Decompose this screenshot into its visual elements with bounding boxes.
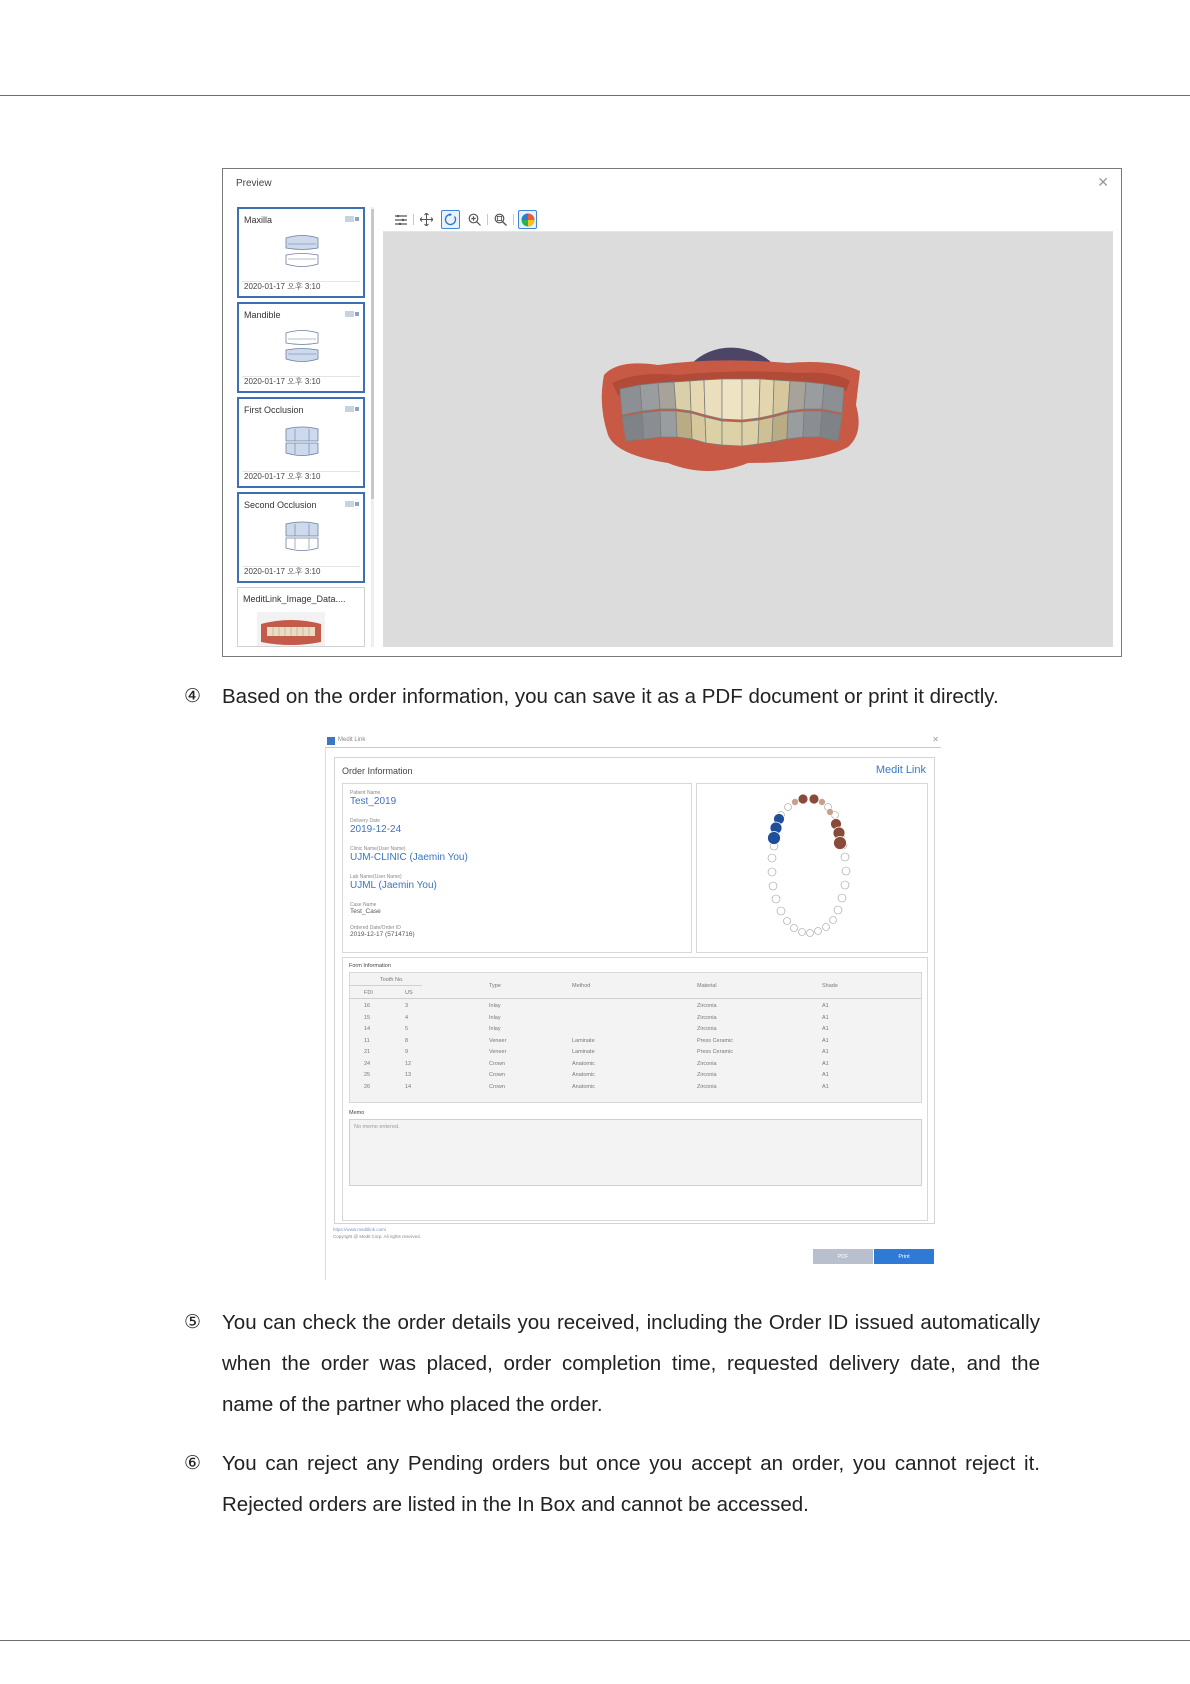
table-row	[350, 1061, 921, 1073]
thumbnail-name: Second Occlusion	[244, 500, 317, 510]
thumbnail-name: MeditLink_Image_Data....	[243, 594, 346, 604]
step-number: ⑤	[184, 1311, 202, 1333]
jaw-model-icon	[283, 235, 321, 269]
thumbnail-name: First Occlusion	[244, 405, 304, 415]
jaw-model-icon	[283, 520, 321, 554]
zoom-fit-icon[interactable]	[491, 210, 510, 229]
divider	[350, 985, 422, 986]
scan-flag-icon	[345, 310, 359, 318]
step-text-line: You can reject any Pending orders but once you accept an order, you cannot reject it.	[222, 1452, 1040, 1475]
cell: 26	[364, 1083, 371, 1090]
cell: 15	[364, 1014, 371, 1021]
thumbnail-date: 2020-01-17 오후 3:10	[244, 282, 321, 291]
brand-logo: Medit Link	[875, 764, 926, 776]
cell: Laminate	[572, 1037, 595, 1044]
window-titlebar	[325, 735, 941, 748]
column-header: US	[405, 990, 413, 996]
cell: Zirconia	[697, 1026, 717, 1032]
app-logo-icon	[327, 737, 335, 745]
color-map-icon[interactable]	[518, 210, 537, 229]
delivery-date: 2019-12-24	[350, 824, 402, 835]
cell: 21	[364, 1049, 371, 1055]
footer-rule	[0, 1640, 1190, 1641]
table-row	[350, 1026, 921, 1038]
cell: A1	[822, 1083, 829, 1090]
thumbnail-name: Maxilla	[244, 215, 273, 225]
scan-flag-icon	[345, 500, 359, 508]
cell: 8	[405, 1037, 409, 1044]
cell: A1	[822, 1037, 829, 1044]
memo-label: Memo	[349, 1110, 365, 1116]
cell: Laminate	[572, 1049, 595, 1055]
tooth-chart	[696, 783, 928, 953]
cell: Crown	[489, 1060, 505, 1067]
thumbnail-date: 2020-01-17 오후 3:10	[244, 377, 321, 386]
cell: 24	[364, 1060, 371, 1067]
section-label: Form Information	[349, 963, 391, 969]
cell: 25	[364, 1072, 371, 1078]
cell: Zirconia	[697, 1003, 717, 1009]
preview-title: Preview	[236, 178, 272, 189]
thumbnail-date: 2020-01-17 오후 3:10	[244, 567, 321, 576]
print-button[interactable]: Print	[874, 1249, 934, 1264]
cell: A1	[822, 1003, 829, 1009]
rotate-icon[interactable]	[441, 210, 460, 229]
column-header: Shade	[822, 983, 838, 989]
cell: A1	[822, 1049, 829, 1055]
thumbnail-list	[237, 207, 367, 647]
form-table	[349, 972, 922, 1103]
patient-name: Test_2019	[350, 796, 397, 807]
cell: Veneer	[489, 1037, 507, 1044]
thumbnail-maxilla[interactable]	[237, 207, 365, 298]
cell: Anatomic	[572, 1083, 595, 1090]
cell: Veneer	[489, 1049, 507, 1055]
preview-window	[222, 168, 1122, 657]
step-text-line: You can check the order details you received, including the Order ID issued automatically	[222, 1311, 1040, 1334]
clinic-name: UJM-CLINIC (Jaemin You)	[350, 852, 468, 863]
list-icon[interactable]	[391, 210, 410, 229]
order-id: 2019-12-17 (5714716)	[350, 931, 415, 938]
move-icon[interactable]	[417, 210, 436, 229]
pdf-button[interactable]: PDF	[813, 1249, 873, 1264]
step-text: Based on the order information, you can save it as a PDF document or print it directly.	[222, 685, 999, 708]
field-label: Case Name	[350, 902, 377, 908]
dental-arch-diagram[interactable]	[697, 784, 929, 954]
thumbnail-name: Mandible	[244, 310, 281, 320]
footer-link[interactable]: https://www.meditlink.com/	[333, 1227, 387, 1232]
column-header: FDI	[364, 990, 373, 996]
cell: Zirconia	[697, 1014, 717, 1021]
cell: Zirconia	[697, 1060, 717, 1067]
cell: 12	[405, 1060, 412, 1067]
window-title: Medit Link	[338, 737, 366, 743]
cell: A1	[822, 1072, 829, 1078]
cell: Crown	[489, 1083, 505, 1090]
step-5	[184, 1302, 1044, 1425]
order-panel	[334, 757, 935, 1224]
form-information	[342, 957, 928, 1221]
divider	[350, 998, 921, 999]
cell: Press Ceramic	[697, 1037, 734, 1044]
panel-title: Order Information	[342, 766, 413, 776]
cell: Anatomic	[572, 1072, 595, 1078]
table-row	[350, 1003, 921, 1015]
field-label: Lab Name(User Name)	[350, 874, 402, 880]
field-label: Patient Name	[350, 790, 381, 796]
field-label: Ordered Date/Order ID	[350, 925, 401, 931]
table-row	[350, 1084, 921, 1096]
close-icon[interactable]: ✕	[1097, 174, 1109, 190]
viewer-toolbar	[383, 207, 1113, 232]
order-details	[342, 783, 692, 953]
field-label: Delivery Date	[350, 818, 381, 824]
step-6	[184, 1443, 1044, 1525]
memo-field	[349, 1119, 922, 1186]
table-row	[350, 1038, 921, 1050]
column-header: Tooth No.	[380, 977, 404, 983]
cell: Anatomic	[572, 1060, 595, 1067]
cell: 14	[405, 1083, 412, 1090]
dental-model-render	[598, 345, 868, 480]
table-row	[350, 1015, 921, 1027]
cell: Press Ceramic	[697, 1049, 734, 1055]
cell: Inlay	[489, 1003, 501, 1009]
cell: 16	[364, 1003, 371, 1009]
step-text-line: when the order was placed, order completion time, requested delivery date, and the	[222, 1352, 1040, 1375]
cell: Inlay	[489, 1014, 501, 1021]
cell: 13	[405, 1072, 412, 1078]
cell: A1	[822, 1026, 829, 1032]
order-information-window	[325, 735, 941, 1280]
thumbnail-mandible[interactable]	[237, 302, 365, 393]
cell: Crown	[489, 1072, 505, 1078]
toolbar-separator	[487, 214, 488, 225]
cell: Zirconia	[697, 1072, 717, 1078]
cell: 14	[364, 1026, 371, 1032]
step-number: ④	[184, 685, 202, 707]
thumbnail-first-occlusion[interactable]	[237, 397, 365, 488]
cell: Inlay	[489, 1026, 501, 1032]
cell: 5	[405, 1026, 409, 1032]
thumbnail-second-occlusion[interactable]	[237, 492, 365, 583]
column-header: Type	[489, 983, 501, 989]
zoom-in-icon[interactable]	[465, 210, 484, 229]
memo-text: No memo entered.	[354, 1124, 400, 1130]
thumbnail-date: 2020-01-17 오후 3:10	[244, 472, 321, 481]
scan-flag-icon	[345, 215, 359, 223]
table-row	[350, 1072, 921, 1084]
cell: A1	[822, 1060, 829, 1067]
toolbar-separator	[413, 214, 414, 225]
column-header: Material	[697, 983, 717, 989]
field-label: Clinic Name(User Name)	[350, 846, 406, 852]
scan-flag-icon	[345, 405, 359, 413]
step-4	[184, 676, 1044, 717]
cell: 4	[405, 1014, 409, 1021]
3d-viewer[interactable]	[383, 207, 1113, 647]
column-header: Method	[572, 983, 591, 989]
table-row	[350, 1049, 921, 1061]
jaw-model-icon	[283, 425, 321, 459]
step-text-line: name of the partner who placed the order.	[222, 1393, 603, 1416]
cell: A1	[822, 1014, 829, 1021]
cell: 3	[405, 1003, 409, 1009]
jaw-model-icon	[283, 330, 321, 364]
cell: 11	[364, 1037, 370, 1044]
header-rule	[0, 95, 1190, 96]
lab-name: UJML (Jaemin You)	[350, 880, 437, 891]
case-name: Test_Case	[350, 908, 381, 915]
step-number: ⑥	[184, 1452, 202, 1474]
step-text-line: Rejected orders are listed in the In Box and cannot be accessed.	[222, 1493, 809, 1516]
scrollbar-thumb[interactable]	[371, 209, 374, 499]
toolbar-separator	[513, 214, 514, 225]
cell: Zirconia	[697, 1083, 717, 1090]
thumbnail-image-data[interactable]	[237, 587, 365, 647]
photo-thumbnail-icon	[257, 612, 325, 646]
cell: 9	[405, 1049, 409, 1055]
window-border	[325, 748, 326, 1280]
close-icon[interactable]: ✕	[932, 735, 939, 744]
footer-copyright: Copyright @ Medit Corp. All rights reserved.	[333, 1234, 421, 1239]
